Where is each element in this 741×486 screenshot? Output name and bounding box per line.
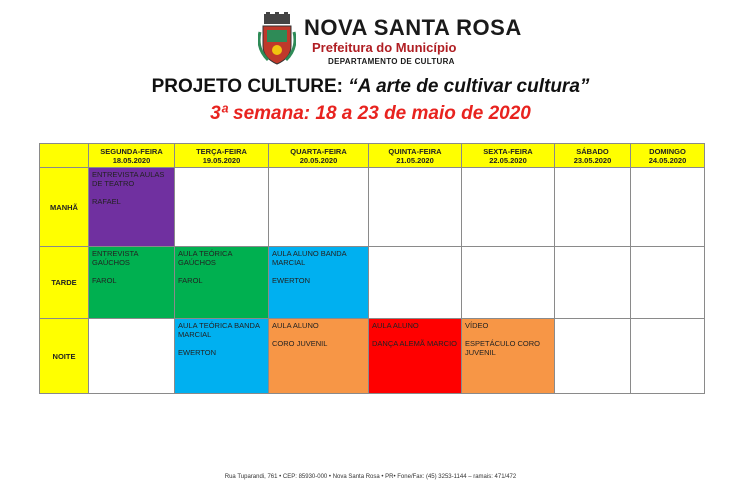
cell-text bbox=[555, 319, 630, 323]
day-header bbox=[89, 144, 175, 168]
cell-text: ENTREVISTA GAÚCHOS FAROL bbox=[92, 249, 139, 285]
schedule-cell bbox=[269, 319, 369, 394]
schedule-cell bbox=[631, 319, 705, 394]
cell-text bbox=[631, 247, 704, 251]
cell-text bbox=[269, 168, 368, 172]
cell-text bbox=[631, 168, 704, 172]
schedule-cell bbox=[555, 247, 631, 319]
table-row bbox=[40, 247, 705, 319]
header-row bbox=[40, 144, 705, 168]
schedule-cell bbox=[269, 247, 369, 319]
cell-text bbox=[555, 168, 630, 172]
day-date: 21.05.2020 bbox=[396, 155, 434, 165]
row-label: NOITE bbox=[40, 319, 89, 394]
day-header bbox=[555, 144, 631, 168]
day-header bbox=[369, 144, 462, 168]
day-header bbox=[462, 144, 555, 168]
brand-block bbox=[304, 16, 522, 68]
schedule-cell bbox=[89, 247, 175, 319]
schedule-cell bbox=[369, 247, 462, 319]
row-label: TARDE bbox=[40, 247, 89, 319]
day-date: 19.05.2020 bbox=[202, 155, 241, 165]
schedule-cell bbox=[555, 319, 631, 394]
schedule-cell bbox=[269, 168, 369, 247]
day-date: 18.05.2020 bbox=[112, 155, 151, 165]
schedule-cell bbox=[175, 319, 269, 394]
day-name: SEXTA-FEIRA bbox=[483, 146, 533, 156]
row-label: MANHÃ bbox=[40, 168, 89, 247]
schedule-cell bbox=[89, 319, 175, 394]
day-date: 20.05.2020 bbox=[299, 155, 338, 165]
schedule-cell bbox=[175, 247, 269, 319]
day-name: SEGUNDA-FEIRA bbox=[100, 146, 163, 156]
department-label: DEPARTAMENTO DE CULTURA bbox=[328, 57, 455, 66]
schedule-table bbox=[39, 143, 705, 394]
cell-text bbox=[89, 319, 174, 323]
day-header bbox=[631, 144, 705, 168]
prefeitura-label: Prefeitura do Município bbox=[312, 40, 457, 55]
day-header bbox=[269, 144, 369, 168]
day-date: 22.05.2020 bbox=[489, 155, 527, 165]
cell-text bbox=[462, 247, 554, 251]
cell-text: ENTREVISTA AULAS DE TEATRO RAFAEL bbox=[92, 170, 165, 206]
letterhead bbox=[0, 0, 741, 80]
cell-text bbox=[631, 319, 704, 323]
schedule-cell bbox=[89, 168, 175, 247]
schedule-cell bbox=[462, 168, 555, 247]
project-title-prefix: PROJETO CULTURE: bbox=[151, 76, 349, 97]
day-header bbox=[175, 144, 269, 168]
day-name: TERÇA-FEIRA bbox=[196, 146, 247, 156]
corner-cell bbox=[40, 144, 89, 168]
cell-text bbox=[175, 168, 268, 172]
table-row bbox=[40, 168, 705, 247]
cell-text: AULA ALUNO CORO JUVENIL bbox=[272, 321, 328, 348]
cell-text bbox=[369, 247, 461, 251]
cell-text: VÍDEO ESPETÁCULO CORO JUVENIL bbox=[465, 321, 541, 357]
project-title-quote: “A arte de cultivar cultura” bbox=[348, 76, 590, 97]
city-name: NOVA SANTA ROSA bbox=[304, 15, 522, 40]
day-name: QUARTA-FEIRA bbox=[290, 146, 347, 156]
week-title: 3ª semana: 18 a 23 de maio de 2020 bbox=[210, 103, 531, 124]
schedule-cell bbox=[175, 168, 269, 247]
day-name: DOMINGO bbox=[649, 146, 686, 156]
schedule-cell bbox=[631, 247, 705, 319]
schedule-cell bbox=[369, 319, 462, 394]
cell-text: AULA ALUNO DANÇA ALEMÃ MARCIO bbox=[372, 321, 458, 348]
cell-text: AULA TEÓRICA GAÚCHOS FAROL bbox=[178, 249, 233, 285]
cell-text: AULA TEÓRICA BANDA MARCIAL EWERTON bbox=[178, 321, 260, 357]
project-title bbox=[0, 76, 741, 98]
schedule-cell bbox=[462, 319, 555, 394]
city-coat-of-arms-icon bbox=[258, 12, 296, 66]
cell-text bbox=[462, 168, 554, 172]
day-date: 23.05.2020 bbox=[573, 155, 612, 165]
schedule-cell bbox=[631, 168, 705, 247]
cell-text bbox=[555, 247, 630, 251]
cell-text: AULA ALUNO BANDA MARCIAL EWERTON bbox=[272, 249, 347, 285]
schedule-cell bbox=[555, 168, 631, 247]
day-name: QUINTA-FEIRA bbox=[388, 146, 442, 156]
schedule-cell bbox=[462, 247, 555, 319]
footer-address: Rua Tuparandi, 761 • CEP: 85930-000 • Nova Santa Rosa • PR• Fone/Fax: (45) 3253-1144 – ramais: 471/472 bbox=[224, 474, 517, 480]
day-name: SÁBADO bbox=[576, 146, 609, 156]
table-row bbox=[40, 319, 705, 394]
day-date: 24.05.2020 bbox=[648, 155, 687, 165]
schedule-cell bbox=[369, 168, 462, 247]
cell-text bbox=[369, 168, 461, 172]
